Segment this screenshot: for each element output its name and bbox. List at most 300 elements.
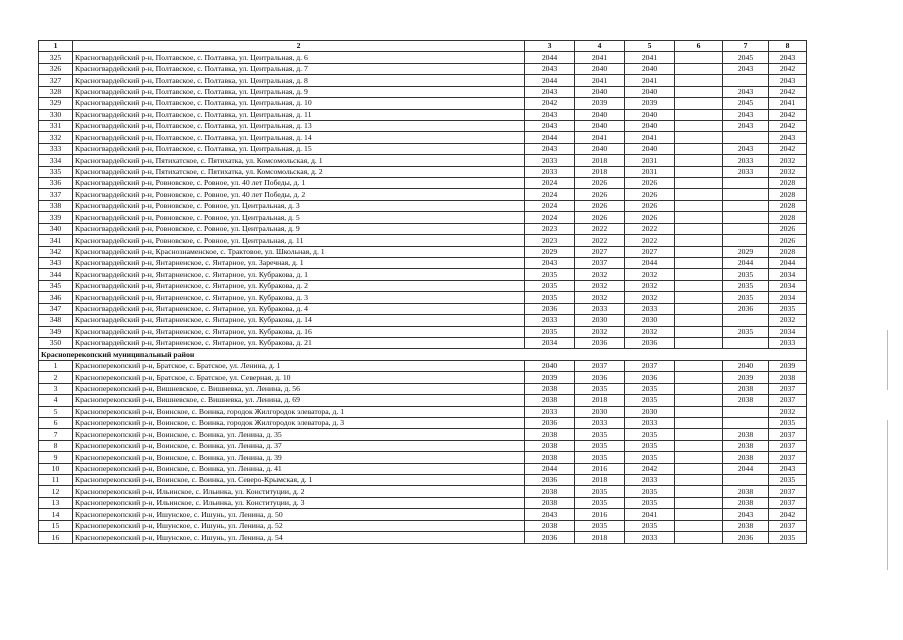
- value-col4: 2018: [575, 532, 625, 543]
- table-row: [39, 52, 807, 63]
- value-col5: 2044: [625, 258, 675, 269]
- value-col7: 2038: [723, 429, 769, 440]
- value-col6: [675, 429, 723, 440]
- value-col4: 2018: [575, 395, 625, 406]
- value-col6: [675, 315, 723, 326]
- address-cell: Красногвардейский р-н, Ровновское, с. Ровное, ул. Центральная, д. 9: [73, 223, 525, 234]
- value-col4: 2035: [575, 497, 625, 508]
- document-sheet: [38, 40, 807, 544]
- value-col6: [675, 509, 723, 520]
- table-row: [39, 200, 807, 211]
- value-col5: 2032: [625, 269, 675, 280]
- value-col3: 2043: [525, 63, 575, 74]
- value-col8: 2042: [769, 109, 807, 120]
- row-number: 348: [39, 315, 73, 326]
- table-body: [39, 52, 807, 543]
- address-cell: Красногвардейский р-н, Полтавское, с. Полтавка, ул. Центральная, д. 6: [73, 52, 525, 63]
- table-row: [39, 63, 807, 74]
- value-col8: 2037: [769, 486, 807, 497]
- value-col7: [723, 189, 769, 200]
- value-col5: 2022: [625, 235, 675, 246]
- row-number: 335: [39, 166, 73, 177]
- value-col4: 2030: [575, 315, 625, 326]
- address-cell: Красногвардейский р-н, Полтавское, с. Полтавка, ул. Центральная, д. 13: [73, 120, 525, 131]
- header-cell: 3: [525, 41, 575, 52]
- value-col5: 2035: [625, 395, 675, 406]
- table-row: [39, 452, 807, 463]
- row-number: 330: [39, 109, 73, 120]
- value-col4: 2033: [575, 417, 625, 428]
- value-col6: [675, 417, 723, 428]
- table-row: [39, 75, 807, 86]
- header-cell: 2: [73, 41, 525, 52]
- value-col6: [675, 189, 723, 200]
- value-col3: 2034: [525, 337, 575, 348]
- value-col5: 2030: [625, 315, 675, 326]
- value-col3: 2038: [525, 520, 575, 531]
- address-cell: Красноперекопский р-н, Ишунское, с. Ишунь, ул. Ленина, д. 52: [73, 520, 525, 531]
- value-col3: 2043: [525, 120, 575, 131]
- header-cell: 7: [723, 41, 769, 52]
- value-col6: [675, 486, 723, 497]
- value-col8: 2033: [769, 337, 807, 348]
- address-cell: Красноперекопский р-н, Ильинское, с. Ильинка, ул. Конституции, д. 2: [73, 486, 525, 497]
- value-col7: 2043: [723, 86, 769, 97]
- address-cell: Красногвардейский р-н, Полтавское, с. Полтавка, ул. Центральная, д. 15: [73, 143, 525, 154]
- value-col8: 2041: [769, 98, 807, 109]
- value-col7: [723, 132, 769, 143]
- row-number: 349: [39, 326, 73, 337]
- value-col7: [723, 315, 769, 326]
- value-col7: 2038: [723, 452, 769, 463]
- value-col5: 2036: [625, 337, 675, 348]
- value-col8: 2026: [769, 223, 807, 234]
- value-col4: 2035: [575, 383, 625, 394]
- value-col5: 2036: [625, 372, 675, 383]
- row-number: 338: [39, 200, 73, 211]
- value-col7: 2029: [723, 246, 769, 257]
- value-col3: 2038: [525, 429, 575, 440]
- value-col3: 2023: [525, 235, 575, 246]
- value-col6: [675, 337, 723, 348]
- value-col5: 2040: [625, 63, 675, 74]
- address-cell: Красногвардейский р-н, Янтарненское, с. Янтарное, ул. Кубракова, д. 14: [73, 315, 525, 326]
- value-col3: 2033: [525, 155, 575, 166]
- value-col4: 2026: [575, 178, 625, 189]
- value-col8: 2034: [769, 269, 807, 280]
- value-col7: [723, 475, 769, 486]
- table-row: [39, 235, 807, 246]
- address-cell: Красногвардейский р-н, Полтавское, с. Полтавка, ул. Центральная, д. 11: [73, 109, 525, 120]
- row-number: 346: [39, 292, 73, 303]
- value-col4: 2016: [575, 509, 625, 520]
- value-col8: 2035: [769, 532, 807, 543]
- value-col5: 2032: [625, 292, 675, 303]
- value-col3: 2038: [525, 440, 575, 451]
- value-col6: [675, 75, 723, 86]
- table-row: [39, 280, 807, 291]
- table-row: [39, 292, 807, 303]
- value-col8: 2042: [769, 86, 807, 97]
- value-col8: 2035: [769, 303, 807, 314]
- address-cell: Красногвардейский р-н, Янтарненское, с. Янтарное, ул. Кубракова, д. 2: [73, 280, 525, 291]
- header-cell: 8: [769, 41, 807, 52]
- value-col5: 2037: [625, 360, 675, 371]
- row-number: 345: [39, 280, 73, 291]
- value-col4: 2039: [575, 98, 625, 109]
- value-col7: 2033: [723, 166, 769, 177]
- row-number: 332: [39, 132, 73, 143]
- value-col6: [675, 178, 723, 189]
- value-col8: 2035: [769, 475, 807, 486]
- value-col3: 2033: [525, 166, 575, 177]
- table-row: [39, 326, 807, 337]
- value-col3: 2024: [525, 178, 575, 189]
- table-row: [39, 269, 807, 280]
- value-col3: 2035: [525, 326, 575, 337]
- value-col8: 2042: [769, 509, 807, 520]
- value-col6: [675, 120, 723, 131]
- value-col8: 2037: [769, 452, 807, 463]
- row-number: 343: [39, 258, 73, 269]
- value-col6: [675, 98, 723, 109]
- value-col6: [675, 532, 723, 543]
- row-number: 1: [39, 360, 73, 371]
- row-number: 16: [39, 532, 73, 543]
- table-row: [39, 486, 807, 497]
- value-col5: 2027: [625, 246, 675, 257]
- value-col5: 2041: [625, 52, 675, 63]
- value-col8: 2043: [769, 75, 807, 86]
- value-col7: 2036: [723, 303, 769, 314]
- row-number: 8: [39, 440, 73, 451]
- value-col4: 2032: [575, 280, 625, 291]
- value-col3: 2035: [525, 280, 575, 291]
- value-col8: 2039: [769, 360, 807, 371]
- value-col4: 2037: [575, 360, 625, 371]
- value-col4: 2041: [575, 52, 625, 63]
- value-col5: 2030: [625, 406, 675, 417]
- address-cell: Красногвардейский р-н, Янтарненское, с. Янтарное, ул. Кубракова, д. 16: [73, 326, 525, 337]
- value-col5: 2033: [625, 417, 675, 428]
- row-number: 326: [39, 63, 73, 74]
- value-col5: 2031: [625, 155, 675, 166]
- value-col8: 2042: [769, 143, 807, 154]
- address-cell: Красногвардейский р-н, Пятихатское, с. Пятихатка, ул. Комсомольская, д. 2: [73, 166, 525, 177]
- value-col3: 2033: [525, 315, 575, 326]
- value-col3: 2024: [525, 189, 575, 200]
- table-row: [39, 520, 807, 531]
- address-cell: Красноперекопский р-н, Воинское, с. Воинка, ул. Северо-Крымская, д. 1: [73, 475, 525, 486]
- table-row: [39, 258, 807, 269]
- row-number: 10: [39, 463, 73, 474]
- header-cell: 4: [575, 41, 625, 52]
- value-col4: 2027: [575, 246, 625, 257]
- row-number: 5: [39, 406, 73, 417]
- value-col6: [675, 360, 723, 371]
- table-row: [39, 303, 807, 314]
- value-col7: [723, 417, 769, 428]
- value-col3: 2043: [525, 509, 575, 520]
- value-col8: 2028: [769, 200, 807, 211]
- value-col4: 2026: [575, 189, 625, 200]
- data-table: [38, 40, 807, 544]
- table-row: [39, 189, 807, 200]
- value-col6: [675, 372, 723, 383]
- value-col7: 2043: [723, 63, 769, 74]
- value-col8: 2028: [769, 212, 807, 223]
- value-col6: [675, 520, 723, 531]
- value-col5: 2041: [625, 132, 675, 143]
- value-col8: 2032: [769, 166, 807, 177]
- value-col5: 2041: [625, 509, 675, 520]
- scan-artifact-line: [887, 330, 888, 390]
- value-col8: 2037: [769, 440, 807, 451]
- value-col6: [675, 383, 723, 394]
- value-col3: 2036: [525, 532, 575, 543]
- value-col6: [675, 246, 723, 257]
- table-row: [39, 383, 807, 394]
- value-col3: 2038: [525, 383, 575, 394]
- table-row: [39, 155, 807, 166]
- table-row: [39, 417, 807, 428]
- row-number: 342: [39, 246, 73, 257]
- value-col6: [675, 258, 723, 269]
- value-col5: 2033: [625, 475, 675, 486]
- row-number: 341: [39, 235, 73, 246]
- value-col8: 2032: [769, 155, 807, 166]
- value-col4: 2032: [575, 326, 625, 337]
- value-col7: 2043: [723, 143, 769, 154]
- table-row: [39, 509, 807, 520]
- value-col5: 2035: [625, 452, 675, 463]
- value-col3: 2039: [525, 372, 575, 383]
- value-col8: 2037: [769, 383, 807, 394]
- value-col6: [675, 497, 723, 508]
- row-number: 328: [39, 86, 73, 97]
- value-col4: 2036: [575, 372, 625, 383]
- section-header-row: [39, 349, 807, 360]
- value-col4: 2018: [575, 475, 625, 486]
- value-col5: 2035: [625, 383, 675, 394]
- value-col4: 2018: [575, 166, 625, 177]
- address-cell: Красногвардейский р-н, Полтавское, с. Полтавка, ул. Центральная, д. 9: [73, 86, 525, 97]
- row-number: 344: [39, 269, 73, 280]
- value-col8: 2037: [769, 395, 807, 406]
- value-col6: [675, 86, 723, 97]
- value-col7: 2038: [723, 497, 769, 508]
- row-number: 3: [39, 383, 73, 394]
- value-col4: 2035: [575, 429, 625, 440]
- value-col6: [675, 143, 723, 154]
- row-number: 11: [39, 475, 73, 486]
- address-cell: Красноперекопский р-н, Ишунское, с. Ишунь, ул. Ленина, д. 50: [73, 509, 525, 520]
- value-col4: 2041: [575, 75, 625, 86]
- row-number: 15: [39, 520, 73, 531]
- address-cell: Красногвардейский р-н, Ровновское, с. Ровное, ул. 40 лет Победы, д. 2: [73, 189, 525, 200]
- value-col4: 2035: [575, 452, 625, 463]
- value-col7: 2033: [723, 155, 769, 166]
- value-col3: 2038: [525, 452, 575, 463]
- address-cell: Красноперекопский р-н, Братское, с. Братское, ул. Северная, д. 10: [73, 372, 525, 383]
- value-col3: 2036: [525, 303, 575, 314]
- table-row: [39, 98, 807, 109]
- value-col7: 2045: [723, 52, 769, 63]
- value-col7: 2040: [723, 360, 769, 371]
- value-col7: 2038: [723, 520, 769, 531]
- value-col6: [675, 155, 723, 166]
- table-row: [39, 532, 807, 543]
- value-col4: 2022: [575, 235, 625, 246]
- value-col3: 2035: [525, 292, 575, 303]
- value-col4: 2035: [575, 520, 625, 531]
- row-number: 340: [39, 223, 73, 234]
- address-cell: Красногвардейский р-н, Полтавское, с. Полтавка, ул. Центральная, д. 8: [73, 75, 525, 86]
- value-col5: 2039: [625, 98, 675, 109]
- value-col3: 2035: [525, 269, 575, 280]
- table-row: [39, 246, 807, 257]
- value-col8: 2032: [769, 315, 807, 326]
- row-number: 333: [39, 143, 73, 154]
- value-col8: 2028: [769, 189, 807, 200]
- row-number: 4: [39, 395, 73, 406]
- table-row: [39, 120, 807, 131]
- value-col6: [675, 303, 723, 314]
- table-row: [39, 429, 807, 440]
- value-col4: 2040: [575, 143, 625, 154]
- value-col6: [675, 52, 723, 63]
- value-col8: 2034: [769, 280, 807, 291]
- value-col3: 2036: [525, 417, 575, 428]
- header-cell: 6: [675, 41, 723, 52]
- table-row: [39, 337, 807, 348]
- table-row: [39, 406, 807, 417]
- value-col4: 2022: [575, 223, 625, 234]
- value-col8: 2028: [769, 246, 807, 257]
- value-col6: [675, 223, 723, 234]
- value-col5: 2032: [625, 280, 675, 291]
- table-row: [39, 166, 807, 177]
- value-col8: 2038: [769, 372, 807, 383]
- address-cell: Красногвардейский р-н, Янтарненское, с. Янтарное, ул. Кубракова, д. 4: [73, 303, 525, 314]
- address-cell: Красноперекопский р-н, Вишневское, с. Вишневка, ул. Ленина, д. 69: [73, 395, 525, 406]
- value-col3: 2043: [525, 109, 575, 120]
- row-number: 337: [39, 189, 73, 200]
- value-col5: 2022: [625, 223, 675, 234]
- table-row: [39, 143, 807, 154]
- value-col5: 2035: [625, 429, 675, 440]
- table-row: [39, 475, 807, 486]
- row-number: 347: [39, 303, 73, 314]
- value-col3: 2040: [525, 360, 575, 371]
- value-col4: 2040: [575, 109, 625, 120]
- value-col6: [675, 269, 723, 280]
- value-col6: [675, 326, 723, 337]
- value-col7: 2045: [723, 98, 769, 109]
- address-cell: Красноперекопский р-н, Вишневское, с. Вишневка, ул. Ленина, д. 56: [73, 383, 525, 394]
- value-col5: 2040: [625, 143, 675, 154]
- value-col7: 2044: [723, 258, 769, 269]
- address-cell: Красноперекопский р-н, Ишунское, с. Ишунь, ул. Ленина, д. 54: [73, 532, 525, 543]
- value-col5: 2042: [625, 463, 675, 474]
- address-cell: Красногвардейский р-н, Краснознаменское, с. Трактовое, ул. Школьная, д. 1: [73, 246, 525, 257]
- value-col7: 2035: [723, 269, 769, 280]
- value-col6: [675, 292, 723, 303]
- header-cell: 5: [625, 41, 675, 52]
- value-col6: [675, 463, 723, 474]
- value-col5: 2031: [625, 166, 675, 177]
- value-col5: 2035: [625, 486, 675, 497]
- value-col5: 2035: [625, 440, 675, 451]
- header-row: [39, 41, 807, 52]
- value-col6: [675, 452, 723, 463]
- value-col5: 2035: [625, 520, 675, 531]
- value-col3: 2023: [525, 223, 575, 234]
- value-col4: 2036: [575, 337, 625, 348]
- table-row: [39, 223, 807, 234]
- value-col3: 2044: [525, 52, 575, 63]
- value-col3: 2044: [525, 463, 575, 474]
- value-col3: 2029: [525, 246, 575, 257]
- table-row: [39, 315, 807, 326]
- value-col8: 2034: [769, 292, 807, 303]
- value-col7: 2039: [723, 372, 769, 383]
- table-row: [39, 178, 807, 189]
- row-number: 339: [39, 212, 73, 223]
- value-col8: 2043: [769, 52, 807, 63]
- address-cell: Красноперекопский р-н, Воинское, с. Воинка, ул. Ленина, д. 35: [73, 429, 525, 440]
- value-col7: 2035: [723, 280, 769, 291]
- value-col7: [723, 178, 769, 189]
- value-col6: [675, 166, 723, 177]
- address-cell: Красноперекопский р-н, Воинское, с. Воинка, городок Жилгородок элеватора, д. 1: [73, 406, 525, 417]
- value-col4: 2037: [575, 258, 625, 269]
- row-number: 14: [39, 509, 73, 520]
- table-row: [39, 109, 807, 120]
- value-col6: [675, 475, 723, 486]
- table-row: [39, 212, 807, 223]
- value-col4: 2041: [575, 132, 625, 143]
- value-col8: 2042: [769, 120, 807, 131]
- address-cell: Красноперекопский р-н, Воинское, с. Воинка, ул. Ленина, д. 39: [73, 452, 525, 463]
- value-col7: [723, 212, 769, 223]
- value-col7: [723, 337, 769, 348]
- value-col4: 2035: [575, 440, 625, 451]
- table-row: [39, 86, 807, 97]
- address-cell: Красноперекопский р-н, Воинское, с. Воинка, ул. Ленина, д. 41: [73, 463, 525, 474]
- value-col4: 2040: [575, 63, 625, 74]
- value-col6: [675, 200, 723, 211]
- address-cell: Красногвардейский р-н, Янтарненское, с. Янтарное, ул. Кубракова, д. 3: [73, 292, 525, 303]
- address-cell: Красногвардейский р-н, Ровновское, с. Ровное, ул. 40 лет Победы, д. 1: [73, 178, 525, 189]
- row-number: 13: [39, 497, 73, 508]
- value-col4: 2026: [575, 212, 625, 223]
- table-row: [39, 497, 807, 508]
- value-col7: 2035: [723, 326, 769, 337]
- value-col4: 2033: [575, 303, 625, 314]
- address-cell: Красногвардейский р-н, Янтарненское, с. Янтарное, ул. Кубракова, д. 21: [73, 337, 525, 348]
- value-col7: [723, 223, 769, 234]
- value-col7: 2038: [723, 486, 769, 497]
- value-col8: 2037: [769, 520, 807, 531]
- row-number: 12: [39, 486, 73, 497]
- address-cell: Красноперекопский р-н, Ильинское, с. Ильинка, ул. Конституции, д. 3: [73, 497, 525, 508]
- value-col7: [723, 406, 769, 417]
- value-col5: 2026: [625, 189, 675, 200]
- value-col7: 2038: [723, 440, 769, 451]
- value-col3: 2038: [525, 395, 575, 406]
- value-col8: 2034: [769, 326, 807, 337]
